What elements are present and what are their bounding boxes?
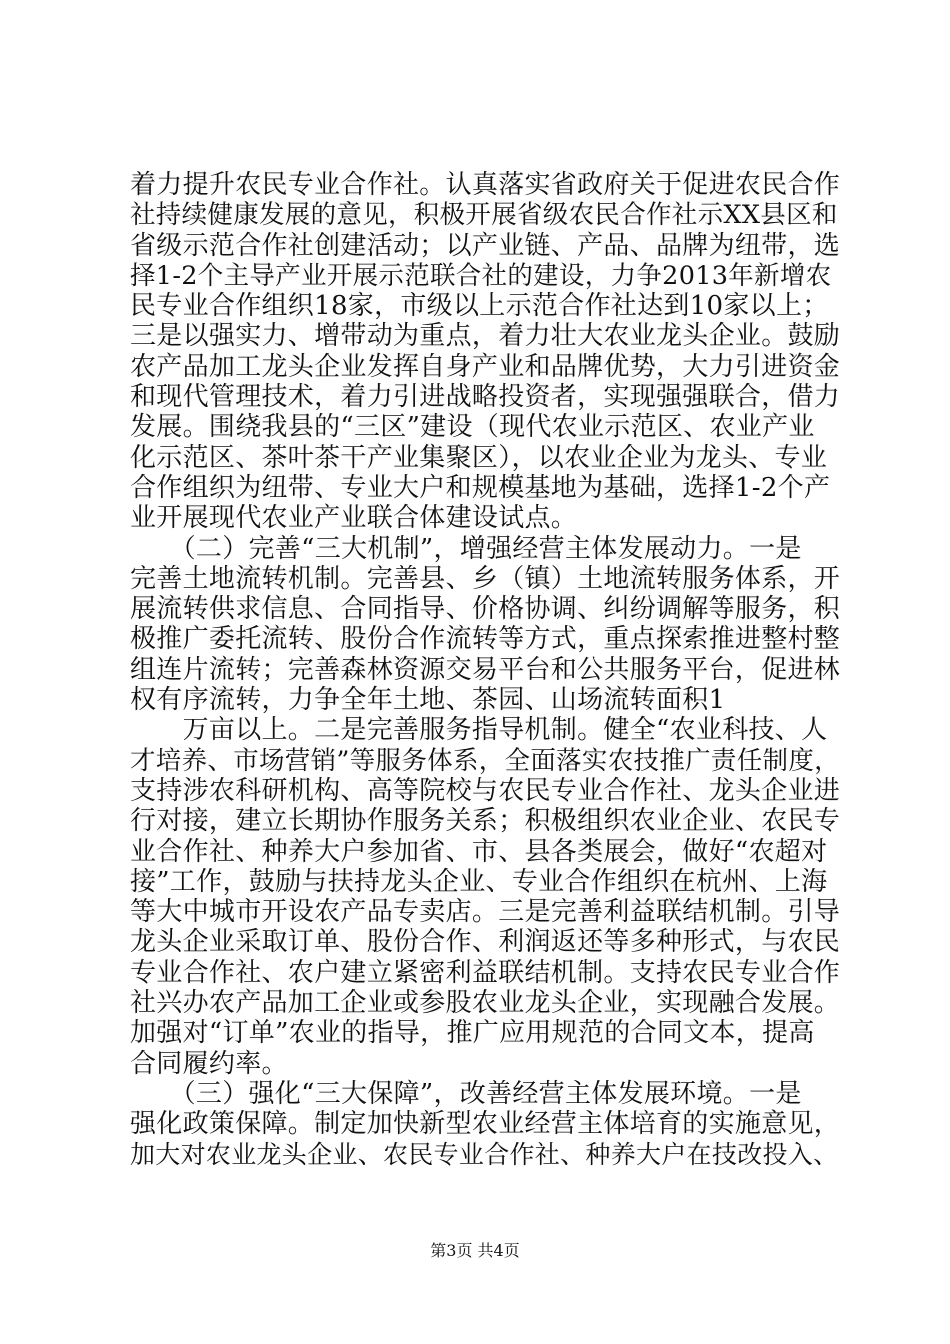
text-line: 化示范区、茶叶茶干产业集聚区），以农业企业为龙头、专业: [130, 442, 828, 473]
body-text: [130, 170, 840, 1170]
text-line: 社持续健康发展的意见，积极开展省级农民合作社示XX县区和: [130, 200, 838, 231]
text-line: 万亩以上。二是完善服务指导机制。健全“农业科技、人: [130, 715, 828, 746]
text-line: 合同履约率。: [130, 1048, 288, 1079]
text-line: 强化政策保障。制定加快新型农业经营主体培育的实施意见，: [130, 1109, 840, 1140]
text-line: 加大对农业龙头企业、农民专业合作社、种养大户在技改投入、: [130, 1139, 839, 1169]
text-line: 省级示范合作社创建活动；以产业链、产品、品牌为纽带，选: [130, 230, 840, 261]
text-line: 龙头企业采取订单、股份合作、利润返还等多种形式，与农民: [130, 927, 840, 958]
text-line: （三）强化“三大保障”，改善经营主体发展环境。一是: [130, 1078, 802, 1109]
text-line: 和现代管理技术，着力引进战略投资者，实现强强联合，借力: [130, 382, 840, 413]
text-line: 农产品加工龙头企业发挥自身产业和品牌优势，大力引进资金: [130, 351, 840, 382]
page-footer: 第3页 共4页: [430, 1241, 520, 1260]
text-line: 三是以强实力、增带动为重点，着力壮大农业龙头企业。鼓励: [130, 321, 840, 352]
text-line: 合作组织为纽带、专业大户和规模基地为基础，选择1-2个产: [130, 472, 831, 503]
text-line: 组连片流转；完善森林资源交易平台和公共服务平台，促进林: [130, 654, 840, 685]
text-line: 社兴办农产品加工企业或参股农业龙头企业，实现融合发展。: [130, 988, 840, 1019]
text-line: 才培养、市场营销”等服务体系，全面落实农技推广责任制度，: [130, 745, 840, 776]
text-line: 等大中城市开设农产品专卖店。三是完善利益联结机制。引导: [130, 897, 840, 928]
text-line: 极推广委托流转、股份合作流转等方式，重点探索推进整村整: [130, 624, 840, 655]
text-line: 择1-2个主导产业开展示范联合社的建设，力争2013年新增农: [130, 260, 832, 291]
text-line: 加强对“订单”农业的指导，推广应用规范的合同文本，提高: [130, 1018, 815, 1049]
text-line: 着力提升农民专业合作社。认真落实省政府关于促进农民合作: [130, 170, 840, 200]
text-line: 民专业合作组织18家，市级以上示范合作社达到10家以上；: [130, 291, 829, 322]
text-line: 完善土地流转机制。完善县、乡（镇）土地流转服务体系，开: [130, 563, 840, 594]
text-line: 专业合作社、农户建立紧密利益联结机制。支持农民专业合作: [130, 957, 840, 988]
text-line: 权有序流转，力争全年土地、茶园、山场流转面积1: [130, 685, 726, 716]
text-line: 发展。围绕我县的“三区”建设（现代农业示范区、农业产业: [130, 412, 815, 443]
text-line: 展流转供求信息、合同指导、价格协调、纠纷调解等服务，积: [130, 594, 840, 625]
text-line: （二）完善“三大机制”，增强经营主体发展动力。一是: [130, 533, 802, 564]
text-line: 支持涉农科研机构、高等院校与农民专业合作社、龙头企业进: [130, 775, 840, 806]
text-line: 接”工作，鼓励与扶持龙头企业、专业合作组织在杭州、上海: [130, 866, 828, 897]
text-line: 业合作社、种养大户参加省、市、县各类展会，做好“农超对: [130, 836, 828, 867]
text-line: 业开展现代农业产业联合体建设试点。: [130, 503, 578, 534]
text-line: 行对接，建立长期协作服务关系；积极组织农业企业、农民专: [130, 806, 840, 837]
